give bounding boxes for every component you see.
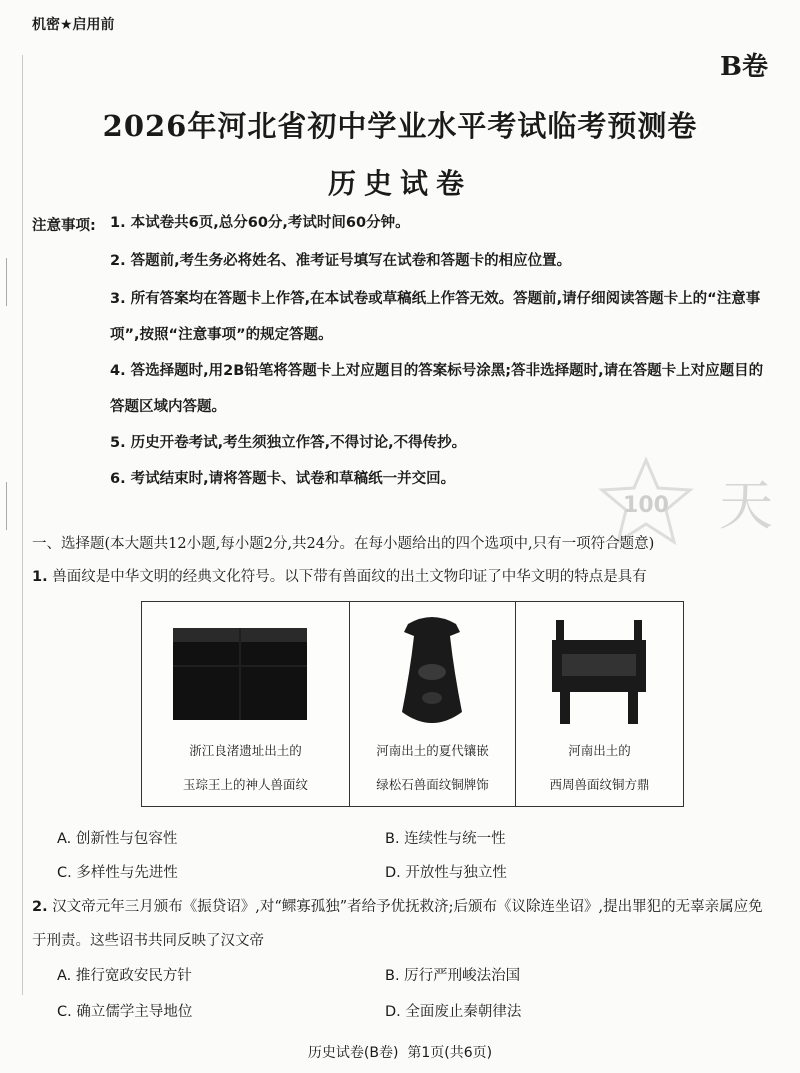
subject-title: 历史试卷 [327, 167, 472, 200]
binding-mark [6, 258, 7, 306]
volume-label: B卷 [720, 52, 768, 82]
figure-bronze-plaque [350, 602, 516, 806]
option-a: A. 推行宽政安民方针 [57, 968, 192, 984]
question-2-stem [32, 890, 772, 958]
option-b: B. 厉行严刑峻法治国 [385, 968, 521, 984]
exam-title: 2026年河北省初中学业水平考试临考预测卷 [102, 109, 698, 143]
notice-item: 5. 历史开卷考试,考生须独立作答,不得讨论,不得传抄。 [110, 435, 467, 451]
watermark-number: 100 [623, 493, 669, 518]
page-footer: 历史试卷(B卷) 第1页(共6页) [307, 1045, 493, 1061]
notice-item: 6. 考试结束时,请将答题卡、试卷和草稿纸一并交回。 [110, 471, 456, 487]
question-text: 兽面纹是中华文明的经典文化符号。以下带有兽面纹的出土文物印证了中华文明的特点是具有 [52, 569, 647, 585]
notice-item: 4. 答选择题时,用2B铅笔将答题卡上对应题目的答案标号涂黑;答非选择题时,请在答题卡上对应题目的答题区域内答题。 [110, 363, 764, 415]
bronze-plaque-image [350, 602, 515, 734]
option-d: D. 开放性与独立性 [385, 865, 507, 881]
binding-mark [6, 482, 7, 530]
bronze-ding-image [516, 602, 683, 734]
figure-jade-cong [142, 602, 350, 806]
question-number: 2. [32, 899, 48, 915]
figure-caption: 河南出土的夏代镶嵌 绿松石兽面纹铜牌饰 [376, 743, 489, 792]
question-text: 汉文帝元年三月颁布《振贷诏》,对“鳏寡孤独”者给予优抚救济;后颁布《议除连坐诏》,提出罪犯的无辜亲属应免于刑责。这些诏书共同反映了汉文帝 [32, 899, 763, 949]
artifact-figure-table [141, 601, 684, 807]
notice-label: 注意事项: [32, 218, 96, 234]
figure-bronze-ding [516, 602, 683, 806]
question-1-stem [32, 560, 772, 594]
jade-cong-image [142, 602, 349, 734]
figure-caption: 浙江良渚遗址出土的 玉琮王上的神人兽面纹 [182, 743, 308, 792]
notice-item: 3. 所有答案均在答题卡上作答,在本试卷或草稿纸上作答无效。答题前,请仔细阅读答题卡上的“注意事项”,按照“注意事项”的规定答题。 [110, 291, 761, 343]
option-c: C. 多样性与先进性 [57, 865, 178, 881]
option-a: A. 创新性与包容性 [57, 831, 178, 847]
confidential-label: 机密★启用前 [32, 17, 115, 33]
option-c: C. 确立儒学主导地位 [57, 1004, 193, 1020]
notice-item: 2. 答题前,考生务必将姓名、准考证号填写在试卷和答题卡的相应位置。 [110, 253, 572, 269]
option-d: D. 全面废止秦朝律法 [385, 1004, 522, 1020]
section-heading: 一、选择题(本大题共12小题,每小题2分,共24分。在每小题给出的四个选项中,只有一项符合题意) [32, 536, 655, 552]
figure-caption: 河南出土的 西周兽面纹铜方鼎 [549, 743, 650, 792]
option-b: B. 连续性与统一性 [385, 831, 506, 847]
notice-item: 1. 本试卷共6页,总分60分,考试时间60分钟。 [110, 215, 410, 231]
question-number: 1. [32, 569, 48, 585]
watermark-char: 天 [719, 474, 773, 537]
